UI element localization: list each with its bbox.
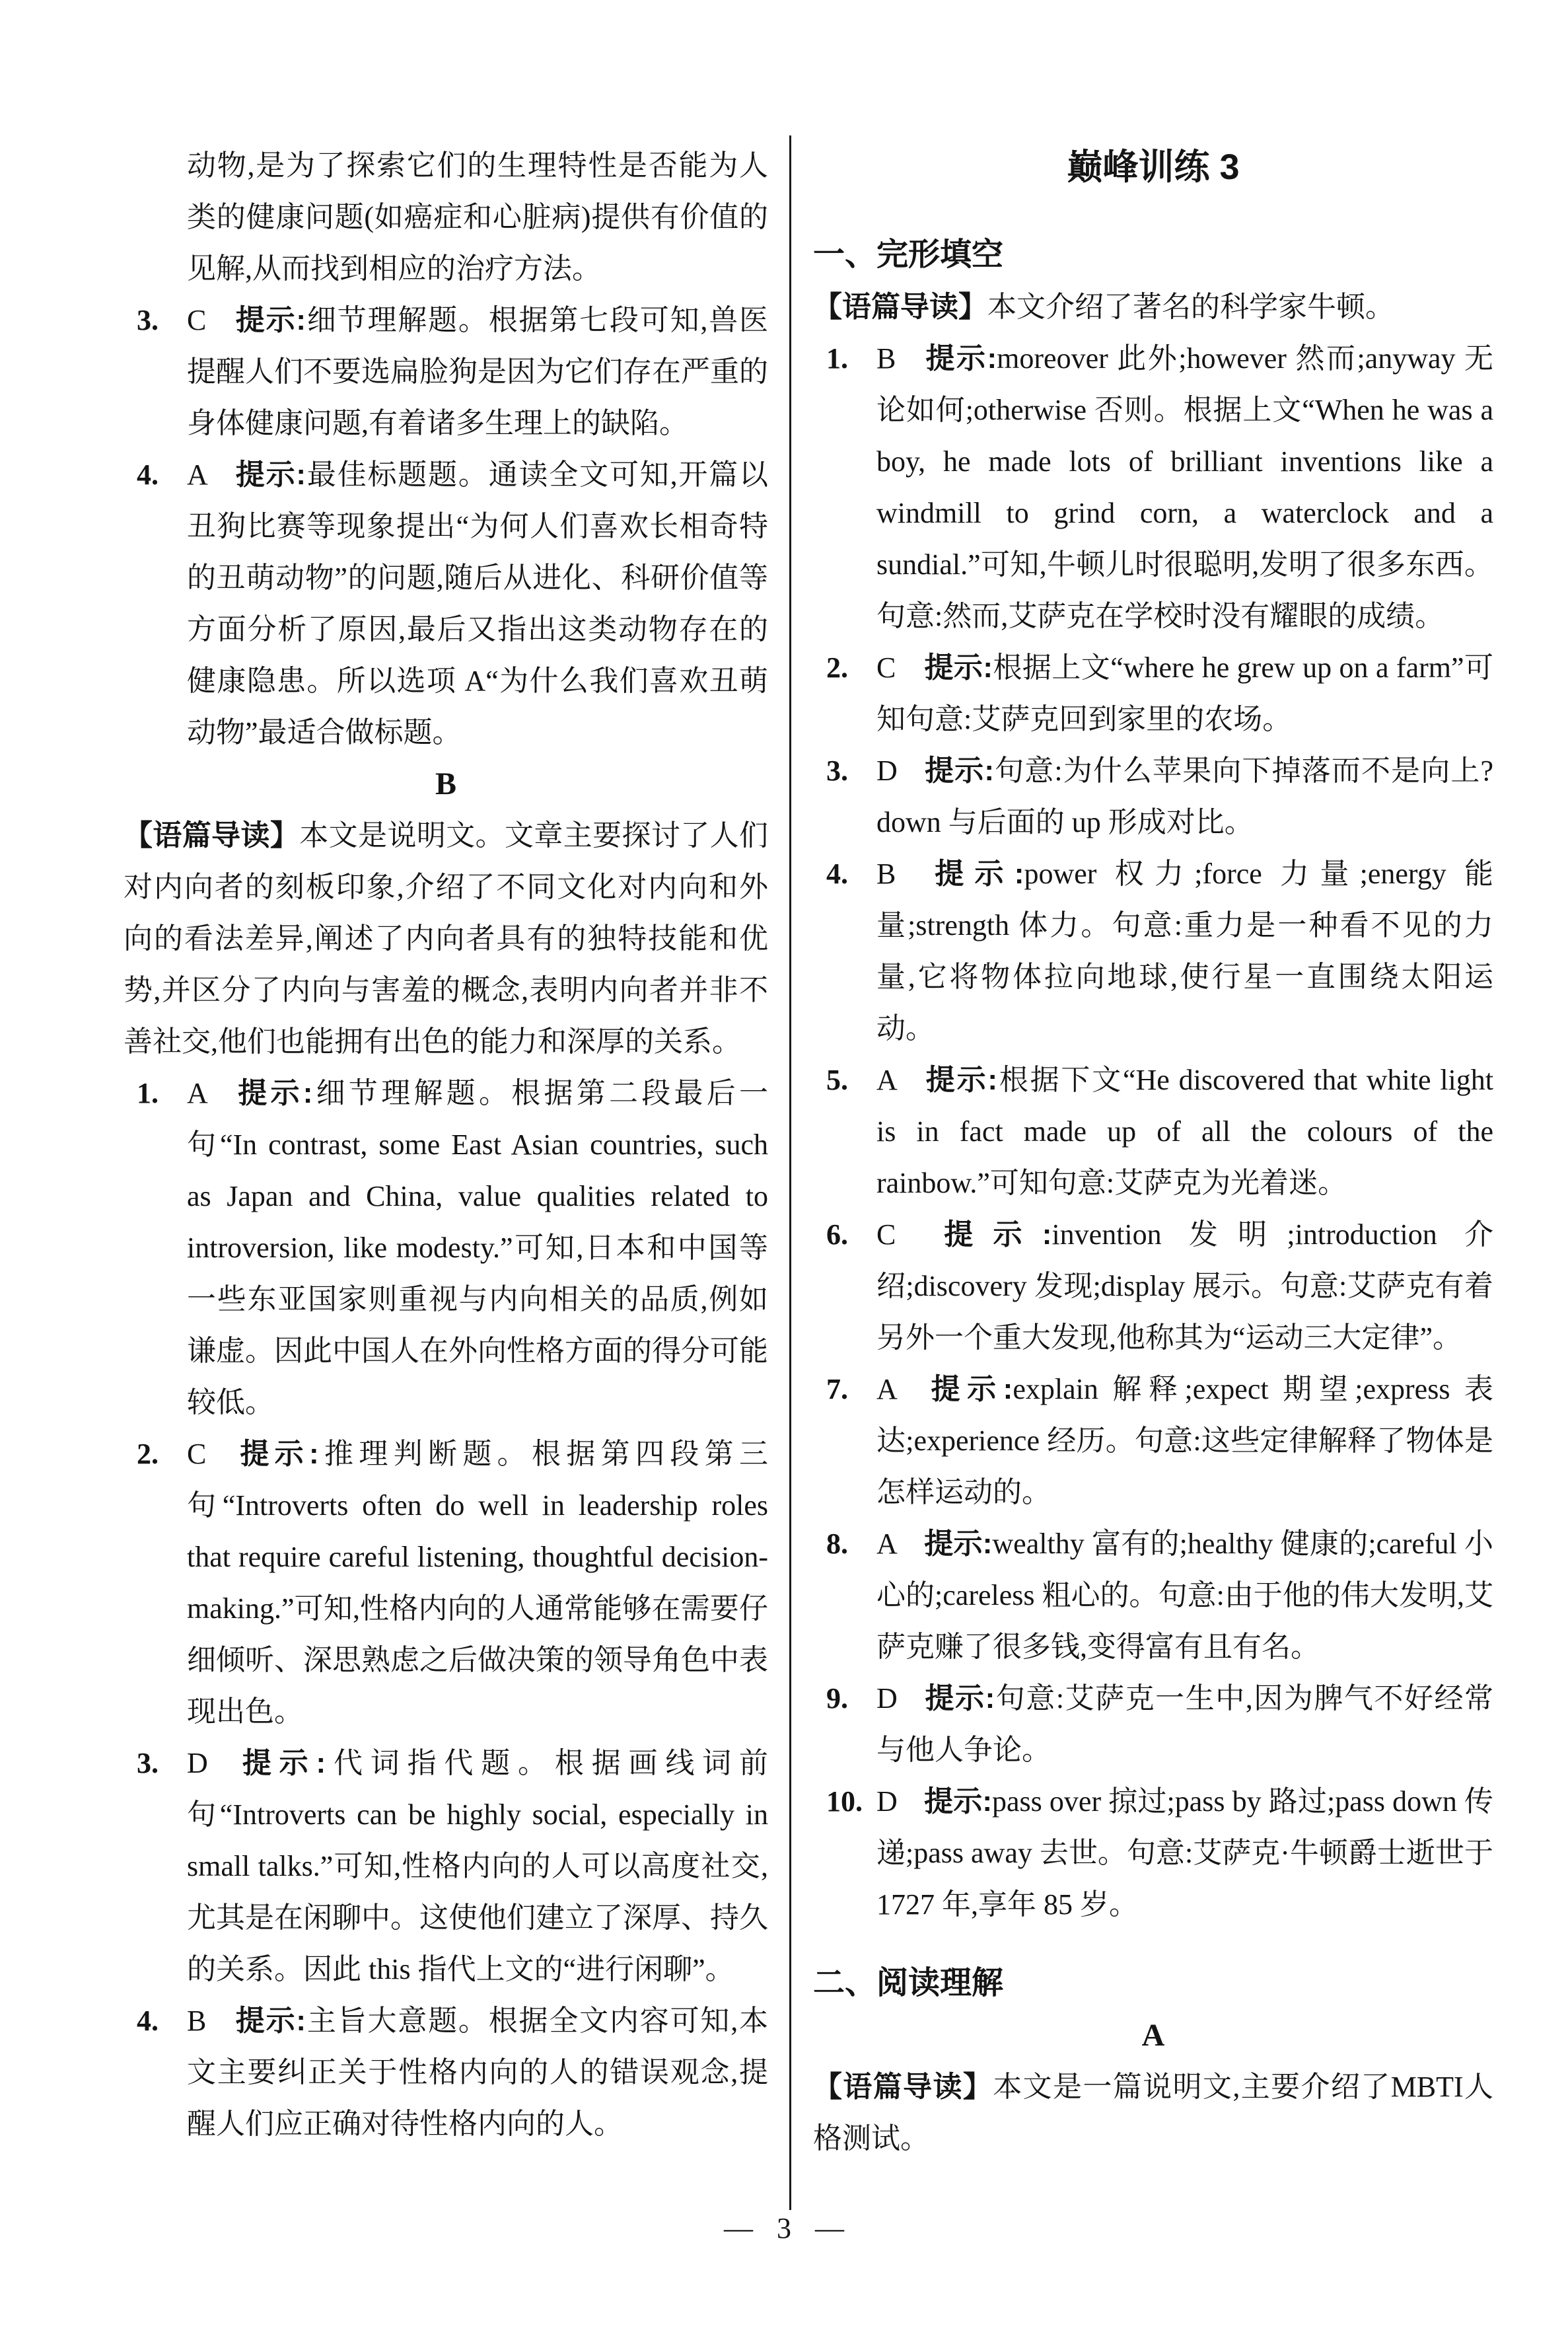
tip-label: 提示: bbox=[924, 1064, 998, 1096]
page-footer bbox=[0, 2203, 1568, 2254]
answer-letter: A bbox=[187, 459, 208, 491]
answer-letter: D bbox=[187, 1747, 208, 1779]
item-number: 4. bbox=[137, 459, 159, 491]
footer-dash-left: — bbox=[724, 2212, 753, 2244]
answer-letter: A bbox=[187, 1077, 208, 1109]
tip-label: 提示: bbox=[234, 459, 306, 491]
tip-label: 提示: bbox=[234, 304, 306, 336]
item-number: 4. bbox=[137, 2005, 159, 2037]
explanation-text: 推理判断题。根据第四段第三句“Introverts often do well in leadership roles that require careful listening, thoughtful decision-making.”可知,性格内向的人通常能够在需要仔细倾听、深思熟虑之后做决策的领导角色中表现出色。 bbox=[187, 1438, 768, 1728]
item-number: 4. bbox=[826, 858, 848, 890]
explanation-text: 代词指代题。根据画线词前句“Introverts can be highly social, especially in small talks.”可知,性格内向的人可以高度社交,尤其是在闲聊中。这使他们建立了深厚、持久的关系。因此 this 指代上文的“进行闲聊”。 bbox=[187, 1747, 768, 1985]
answer-letter: A bbox=[876, 1373, 898, 1405]
column-divider-rule bbox=[789, 135, 791, 2210]
answer-item bbox=[813, 642, 1493, 745]
item-number: 10. bbox=[826, 1785, 863, 1818]
explanation-text: explain 解释;expect 期望;express 表达;experience 经历。句意:这些定律解释了物体是怎样运动的。 bbox=[876, 1373, 1493, 1508]
explanation-text: pass over 掠过;pass by 路过;pass down 传递;pass away 去世。句意:艾萨克·牛顿爵士逝世于 1727 年,享年 85 岁。 bbox=[876, 1785, 1494, 1921]
explanation-text: 细节理解题。根据第七段可知,兽医提醒人们不要选扁脸狗是因为它们存在严重的身体健康问题,有着诸多生理上的缺陷。 bbox=[187, 304, 768, 439]
item-number: 9. bbox=[826, 1682, 848, 1715]
answer-letter: B bbox=[876, 342, 896, 375]
answer-item bbox=[124, 1428, 768, 1738]
item-number: 2. bbox=[826, 651, 848, 684]
guide-text: 本文是一篇说明文,主要介绍了MBTI人格测试。 bbox=[813, 2071, 1494, 2155]
item-number: 1. bbox=[826, 342, 848, 375]
explanation-text: 句意:艾萨克一生中,因为脾气不好经常与他人争论。 bbox=[876, 1682, 1493, 1766]
passage-guide bbox=[813, 2061, 1493, 2164]
explanation-text: wealthy 富有的;healthy 健康的;careful 小心的;careless 粗心的。句意:由于他的伟大发明,艾萨克赚了很多钱,变得富有且有名。 bbox=[876, 1528, 1494, 1663]
explanation-text: 细节理解题。根据第二段最后一句“In contrast, some East Asian countries, such as Japan and China, value qualities related to introversion, like modesty.”可知,日本和中国等一些东亚国家则重视与内向相关的品质,例如谦虚。因此中国人在外向性格方面的得分可能较低。 bbox=[187, 1077, 768, 1419]
tip-label: 提示: bbox=[924, 1528, 993, 1560]
explanation-text: invention 发明;introduction 介绍;discovery 发现;display 展示。句意:艾萨克有着另外一个重大发现,他称其为“运动三大定律”。 bbox=[876, 1218, 1493, 1354]
answer-item bbox=[813, 333, 1493, 642]
answer-letter: C bbox=[187, 304, 207, 336]
guide-label: 【语篇导读】 bbox=[813, 291, 987, 323]
answer-letter: A bbox=[876, 1528, 898, 1560]
item-number: 6. bbox=[826, 1218, 848, 1251]
guide-label: 【语篇导读】 bbox=[813, 2071, 993, 2103]
item-number: 3. bbox=[137, 1747, 159, 1779]
training-title: 巅峰训练 3 bbox=[1067, 147, 1240, 187]
answer-letter: C bbox=[187, 1438, 207, 1470]
passage-b-label: B bbox=[435, 766, 456, 801]
tip-label: 提示: bbox=[924, 651, 993, 684]
answer-item bbox=[813, 848, 1493, 1054]
item-number: 3. bbox=[137, 304, 159, 336]
answer-item bbox=[124, 1738, 768, 1995]
guide-label: 【语篇导读】 bbox=[124, 819, 300, 852]
explanation-text: 句意:为什么苹果向下掉落而不是向上? down 与后面的 up 形成对比。 bbox=[876, 755, 1493, 838]
tip-label: 提示: bbox=[924, 1785, 993, 1818]
answer-item bbox=[813, 1209, 1493, 1364]
guide-text: 本文是说明文。文章主要探讨了人们对内向者的刻板印象,介绍了不同文化对内向和外向的看法差异,阐述了内向者具有的独特技能和优势,并区分了内向与害羞的概念,表明内向者并非不善社交,他们也能拥有出色的能力和深厚的关系。 bbox=[124, 819, 769, 1058]
item-number: 5. bbox=[826, 1064, 848, 1096]
answer-item bbox=[813, 1776, 1493, 1931]
section-heading-cloze: 一、完形填空 bbox=[813, 237, 1004, 272]
answer-item bbox=[813, 745, 1493, 848]
item-number: 2. bbox=[137, 1438, 159, 1470]
passage-guide bbox=[124, 810, 768, 1068]
answer-letter: C bbox=[876, 651, 896, 684]
answer-item bbox=[124, 1068, 768, 1428]
tip-label: 提示: bbox=[234, 2005, 306, 2037]
explanation-text: 根据下文“He discovered that white light is in fact made up of all the colours of the rainbow.”可知句意:艾萨克为光着迷。 bbox=[876, 1064, 1493, 1199]
answer-letter: C bbox=[876, 1218, 896, 1251]
explanation-text: 主旨大意题。根据全文内容可知,本文主要纠正关于性格内向的人的错误观念,提醒人们应正确对待性格内向的人。 bbox=[187, 2005, 768, 2140]
answer-item bbox=[813, 1364, 1493, 1518]
item-number: 7. bbox=[826, 1373, 848, 1405]
answer-item bbox=[813, 1673, 1493, 1776]
tip-label: 提示: bbox=[924, 1218, 1052, 1251]
section-heading-reading: 二、阅读理解 bbox=[813, 1966, 1004, 2001]
explanation-text: 最佳标题题。通读全文可知,开篇以丑狗比赛等现象提出“为何人们喜欢长相奇特的丑萌动物”的问题,随后从进化、科研价值等方面分析了原因,最后又指出这类动物存在的健康隐患。所以选项 A“为什么我们喜欢丑萌动物”最适合做标题。 bbox=[187, 459, 768, 749]
tip-label: 提示: bbox=[924, 755, 995, 787]
passage-a-label: A bbox=[1141, 2018, 1165, 2053]
answer-letter: D bbox=[876, 1682, 898, 1715]
answer-item bbox=[124, 295, 768, 449]
answer-letter: B bbox=[876, 858, 896, 890]
explanation-text: 根据上文“where he grew up on a farm”可知句意:艾萨克回到家里的农场。 bbox=[876, 651, 1493, 735]
answer-item bbox=[813, 1054, 1493, 1209]
item-number: 3. bbox=[826, 755, 848, 787]
guide-text: 本文介绍了著名的科学家牛顿。 bbox=[987, 291, 1394, 323]
explanation-text: moreover 此外;however 然而;anyway 无论如何;otherwise 否则。根据上文“When he was a boy, he made lots of brilliant inventions like a windmill to grind corn, a waterclock and a sundial.”可知,牛顿儿时很聪明,发明了很多东西。句意:然而,艾萨克在学校时没有耀眼的成绩。 bbox=[876, 342, 1494, 632]
tip-label: 提示: bbox=[924, 858, 1024, 890]
answer-letter: D bbox=[876, 755, 898, 787]
tip-label: 提示: bbox=[234, 1077, 313, 1109]
answer-letter: A bbox=[876, 1064, 898, 1096]
item-number: 8. bbox=[826, 1528, 848, 1560]
answer-item bbox=[813, 1518, 1493, 1673]
tip-label: 提示: bbox=[924, 342, 997, 375]
page-number: 3 bbox=[777, 2212, 791, 2244]
tip-label: 提示: bbox=[234, 1438, 319, 1470]
answer-item bbox=[124, 1995, 768, 2150]
right-column bbox=[813, 139, 1493, 2164]
tip-label: 提示: bbox=[234, 1747, 326, 1779]
passage-guide bbox=[813, 281, 1493, 333]
answer-item bbox=[124, 449, 768, 758]
left-column bbox=[124, 140, 768, 2150]
item-number: 1. bbox=[137, 1077, 159, 1109]
answer-letter: D bbox=[876, 1785, 898, 1818]
tip-label: 提示: bbox=[924, 1682, 995, 1715]
footer-dash-right: — bbox=[815, 2212, 844, 2244]
tip-label: 提示: bbox=[924, 1373, 1013, 1405]
carryover-paragraph bbox=[124, 140, 768, 295]
carryover-text: 动物,是为了探索它们的生理特性是否能为人类的健康问题(如癌症和心脏病)提供有价值的见解,从而找到相应的治疗方法。 bbox=[187, 149, 768, 285]
answer-letter: B bbox=[187, 2005, 207, 2037]
explanation-text: power 权力;force 力量;energy 能量;strength 体力。句意:重力是一种看不见的力量,它将物体拉向地球,使行星一直围绕太阳运动。 bbox=[876, 858, 1493, 1045]
